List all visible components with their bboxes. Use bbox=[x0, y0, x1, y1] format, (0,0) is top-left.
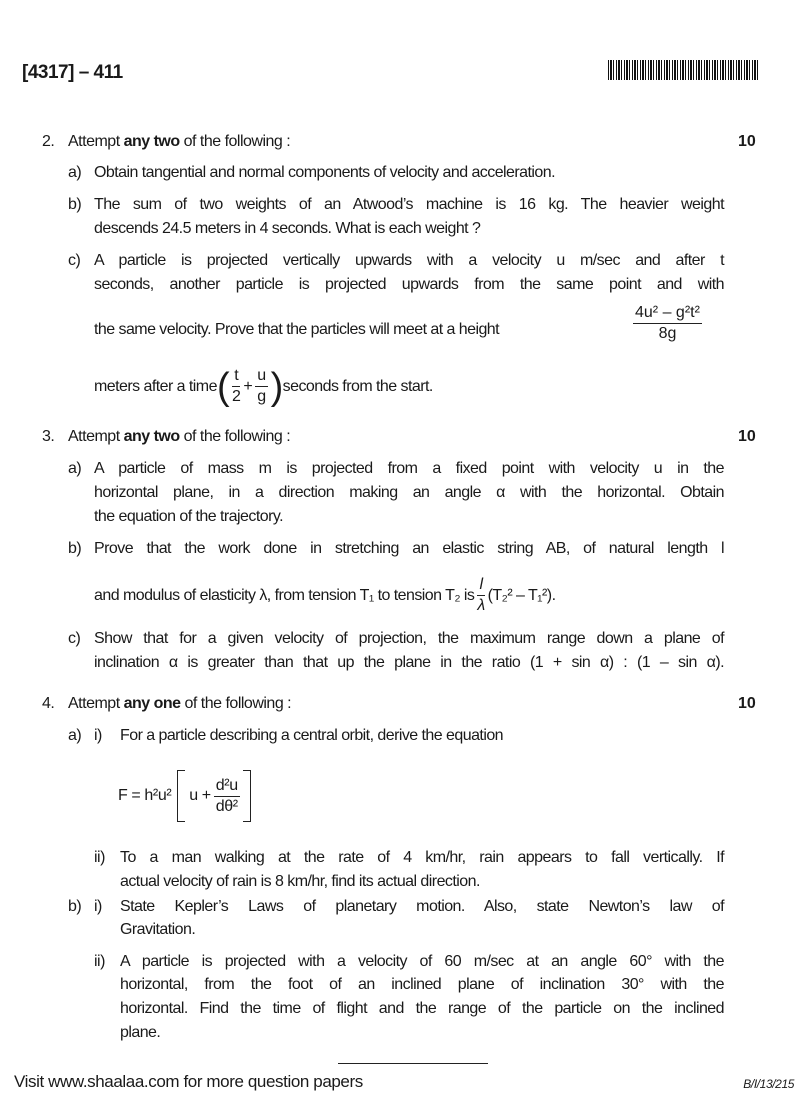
q4b-ii-label: ii) bbox=[94, 953, 105, 970]
q2c-line: the same velocity. Prove that the particles will meet at a height bbox=[94, 321, 500, 338]
q2c-line: A particle is projected vertically upwards with a velocity u m/sec and after t bbox=[94, 252, 724, 269]
q4-instruction: Attempt any one of the following : bbox=[68, 695, 292, 712]
q2a-label: a) bbox=[68, 164, 82, 181]
q4b-i-line: State Kepler’s Laws of planetary motion. Also, state Newton’s law of bbox=[120, 898, 724, 915]
q2c-label: c) bbox=[68, 252, 81, 269]
q2a-text: Obtain tangential and normal components of velocity and acceleration. bbox=[94, 164, 556, 181]
q3b-label: b) bbox=[68, 540, 82, 557]
footer-visit-link[interactable]: Visit www.shaalaa.com for more question papers bbox=[14, 1072, 363, 1091]
end-rule bbox=[338, 1063, 488, 1064]
q3a-line: horizontal plane, in a direction making an angle α with the horizontal. Obtain bbox=[94, 484, 724, 501]
q4b-i-line: Gravitation. bbox=[120, 921, 196, 938]
q2-number: 2. bbox=[42, 133, 55, 150]
q2-instruction: Attempt any two of the following : bbox=[68, 133, 291, 150]
q4a-ii-line: actual velocity of rain is 8 km/hr, find its actual direction. bbox=[120, 873, 480, 890]
q4a-ii-line: To a man walking at the rate of 4 km/hr, rain appears to fall vertically. If bbox=[120, 849, 724, 866]
q3-number: 3. bbox=[42, 428, 55, 445]
q4b-ii-line: plane. bbox=[120, 1024, 161, 1041]
q3c-label: c) bbox=[68, 630, 81, 647]
q2b-line: The sum of two weights of an Atwood’s machine is 16 kg. The heavier weight bbox=[94, 196, 724, 213]
height-fraction: $\frac{\text{4u² – g²t²}}{8g}$ bbox=[635, 304, 700, 342]
q4b-i-label: i) bbox=[94, 898, 102, 915]
paper-code: [4317] – 411 bbox=[22, 62, 123, 83]
q3c-line: inclination α is greater than that up the plane in the ratio (1 + sin α) : (1 – sin α). bbox=[94, 654, 724, 671]
q2b-line: descends 24.5 meters in 4 seconds. What is each weight ? bbox=[94, 220, 481, 237]
q2c-time-line: meters after a time ( $\frac{t}{2}$ + $\frac{u}{g}$ ) seconds from the start. bbox=[94, 365, 433, 408]
q3-instruction: Attempt any two of the following : bbox=[68, 428, 291, 445]
q4b-ii-line: horizontal, from the foot of an inclined plane of inclination 30° with the bbox=[120, 976, 724, 993]
q2b-label: b) bbox=[68, 196, 82, 213]
q3-marks: 10 bbox=[738, 428, 756, 445]
q2c-line: seconds, another particle is projected upwards from the same point and with bbox=[94, 276, 724, 293]
q4a-i-line: For a particle describing a central orbit, derive the equation bbox=[120, 727, 504, 744]
barcode bbox=[608, 60, 760, 80]
q4-number: 4. bbox=[42, 695, 55, 712]
q4b-label: b) bbox=[68, 898, 82, 915]
q3a-label: a) bbox=[68, 460, 82, 477]
q3c-line: Show that for a given velocity of projection, the maximum range down a plane of bbox=[94, 630, 724, 647]
footer-code: B/I/13/215 bbox=[743, 1077, 794, 1091]
q3a-line: the equation of the trajectory. bbox=[94, 508, 284, 525]
q4b-ii-line: A particle is projected with a velocity of 60 m/sec at an angle 60° with the bbox=[120, 953, 724, 970]
q3a-line: A particle of mass m is projected from a fixed point with velocity u in the bbox=[94, 460, 724, 477]
q4-marks: 10 bbox=[738, 695, 756, 712]
q4a-label: a) bbox=[68, 727, 82, 744]
q4b-ii-line: horizontal. Find the time of flight and the range of the particle on the inclined bbox=[120, 1000, 724, 1017]
q3b-formula-line: and modulus of elasticity λ, from tension T₁ to tension T₂ is $\frac{l}{\lambda}$ (T₂² – T₁²). bbox=[94, 576, 556, 614]
central-orbit-formula: F = h²u² u + $\frac{\text{d²u}}{\text{dθ²}}$ bbox=[118, 770, 251, 822]
q4a-ii-label: ii) bbox=[94, 849, 105, 866]
q2-marks: 10 bbox=[738, 133, 756, 150]
q4a-i-label: i) bbox=[94, 727, 102, 744]
q3b-line: Prove that the work done in stretching an elastic string AB, of natural length l bbox=[94, 540, 724, 557]
